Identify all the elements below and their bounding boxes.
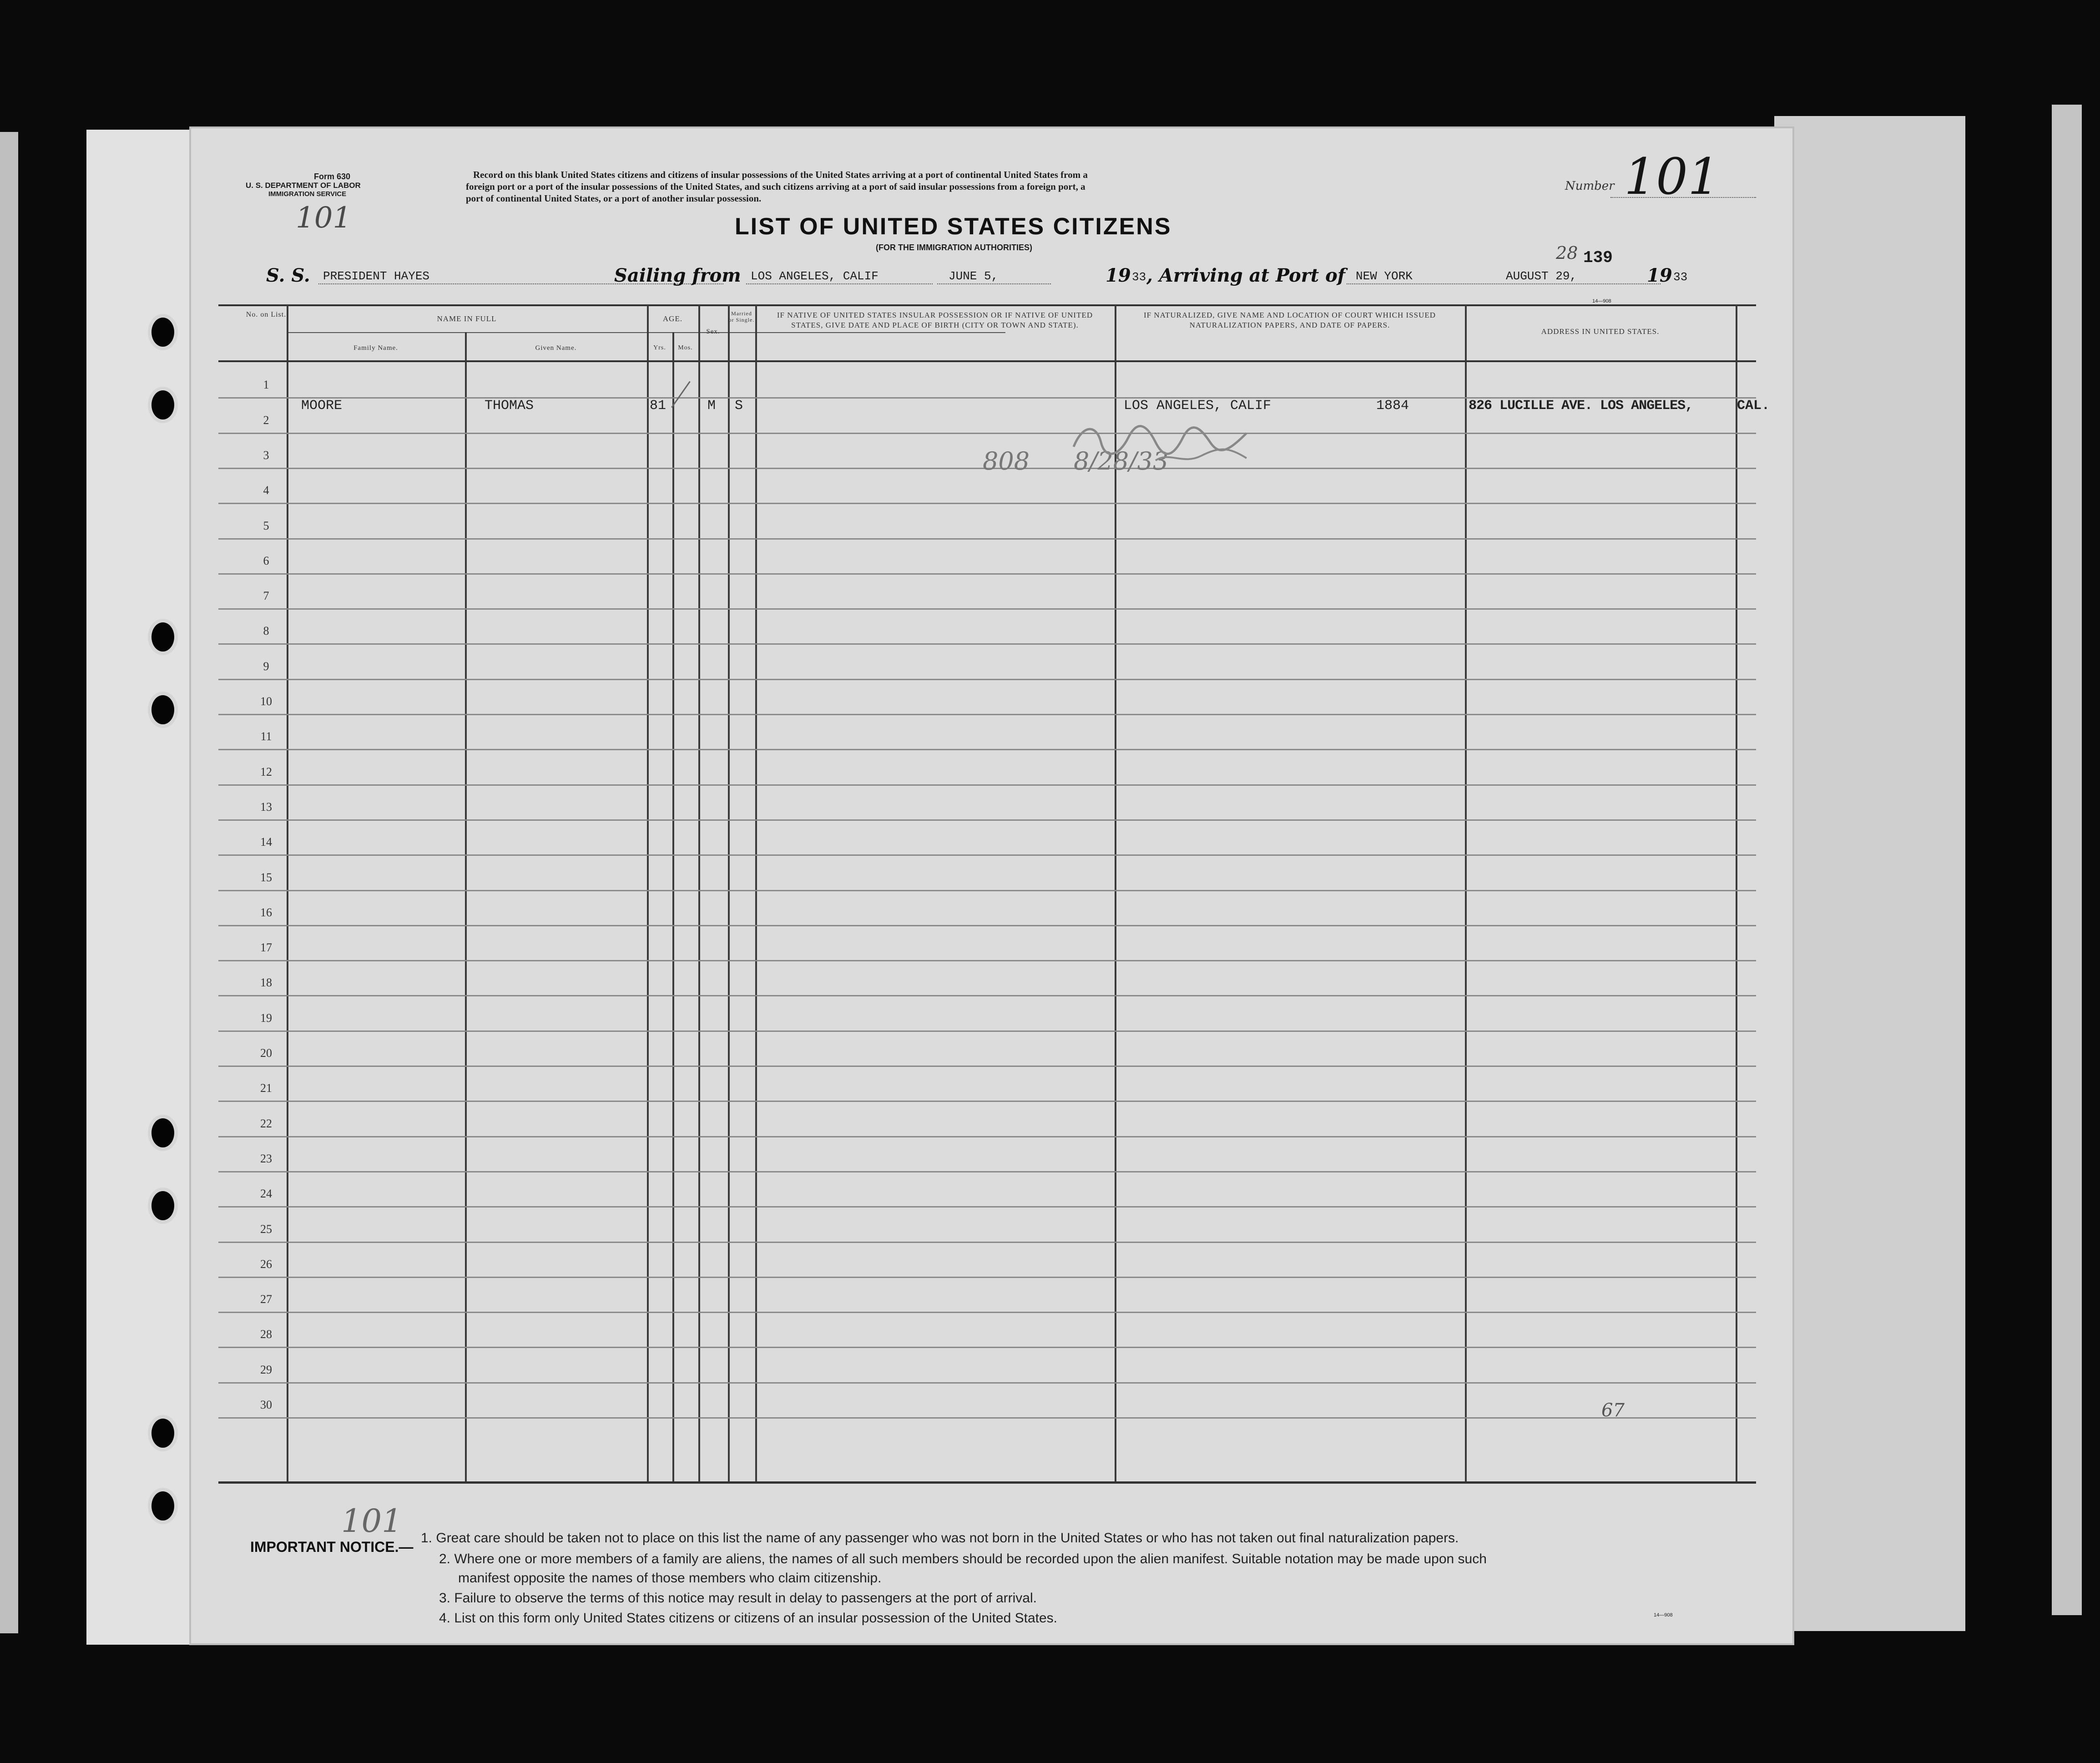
handwritten-number-top: 101 <box>296 201 352 235</box>
notice-item-1: 1. Great care should be taken not to place on this list the name of any passenger who was not born in the United States or who has not taken out final naturalization papers. <box>421 1531 1459 1546</box>
instructions-line-1: Record on this blank United States citizens and citizens of insular possessions of the United States arriving at a port of continental United States from a <box>473 169 1088 180</box>
printer-code: 14—908 <box>1592 298 1611 304</box>
handwritten-annotation-1: 808 <box>983 447 1030 475</box>
stamp-number: 139 <box>1583 248 1613 267</box>
row-rule <box>218 784 1756 786</box>
row-number: 9 <box>263 660 269 673</box>
row-rule <box>218 643 1756 645</box>
row-number: 25 <box>260 1222 272 1236</box>
arriving-label: , Arriving at Port of <box>1146 265 1346 286</box>
row-rule <box>218 749 1756 750</box>
header-address: ADDRESS IN UNITED STATES. <box>1541 327 1660 336</box>
row-rule <box>218 1242 1756 1243</box>
header-name-in-full: NAME IN FULL <box>437 314 497 323</box>
row-number: 16 <box>260 906 272 919</box>
col-rule-family <box>465 332 467 1481</box>
ship-name: PRESIDENT HAYES <box>323 269 430 283</box>
row-rule <box>218 1031 1756 1032</box>
handwritten-signature <box>1065 415 1256 470</box>
row-rule <box>218 714 1756 715</box>
under-page <box>86 130 205 1645</box>
binder-hole <box>148 619 178 655</box>
right-binder-strip <box>2052 105 2082 1615</box>
binder-hole <box>148 1115 178 1151</box>
header-native: IF NATIVE OF UNITED STATES INSULAR POSSESSION OR IF NATIVE OF UNITED STATES, GIVE DATE AND PLACE OF BIRTH (CITY OR TOWN AND STATE). <box>777 311 1093 329</box>
row-rule <box>218 503 1756 504</box>
row-1-sex: M <box>707 398 716 414</box>
left-page-edge <box>0 132 18 1633</box>
handwritten-annotation-bottom: 67 <box>1601 1400 1625 1421</box>
header-sub-rule <box>287 332 1005 333</box>
row-number: 29 <box>260 1363 272 1376</box>
ss-label: S. S. <box>266 265 310 286</box>
row-1-papers-year: 1884 <box>1376 398 1409 414</box>
row-number: 15 <box>260 871 272 884</box>
header-given-name: Given Name. <box>535 344 577 352</box>
row-rule <box>218 1206 1756 1207</box>
col-rule-native <box>1115 304 1116 1481</box>
row-number: 19 <box>260 1011 272 1025</box>
printer-code-bottom: 14—908 <box>1654 1612 1673 1618</box>
header-yrs: Yrs. <box>653 344 666 351</box>
row-number: 24 <box>260 1187 272 1200</box>
col-rule-no <box>287 304 288 1481</box>
arrival-port: NEW YORK <box>1356 269 1413 283</box>
row-rule <box>218 1277 1756 1278</box>
row-number: 6 <box>263 554 269 567</box>
arrival-year: 33 <box>1673 270 1688 284</box>
row-number: 10 <box>260 695 272 708</box>
from-port: LOS ANGELES, CALIF <box>751 269 878 283</box>
departure-underline <box>937 283 1051 284</box>
col-rule-naturalized <box>1465 304 1467 1481</box>
row-1-married: S <box>735 398 743 414</box>
header-naturalized: IF NATURALIZED, GIVE NAME AND LOCATION OF COURT WHICH ISSUED NATURALIZATION PAPERS, AND DATE OF PAPERS. <box>1143 311 1436 329</box>
binder-hole <box>148 314 178 350</box>
row-number: 4 <box>263 484 269 497</box>
row-number: 26 <box>260 1258 272 1271</box>
notice-item-2: 2. Where one or more members of a family are aliens, the names of all such members should be recorded upon the alien manifest. Suitable notation may be made upon such <box>439 1551 1487 1566</box>
form-number: Form 630 <box>314 172 351 181</box>
row-number: 5 <box>263 519 269 532</box>
row-number: 21 <box>260 1081 272 1095</box>
col-rule-address <box>1736 304 1737 1481</box>
table-top-rule <box>218 304 1756 306</box>
row-rule <box>218 1417 1756 1419</box>
binder-hole <box>148 1488 178 1524</box>
instructions-line-2: foreign port or a port of the insular possessions of the United States, and such citizens arriving at a port of said insular possessions from a foreign port, a <box>466 181 1085 192</box>
row-rule <box>218 995 1756 996</box>
departure-date: JUNE 5, <box>949 269 999 283</box>
binder-hole <box>148 1187 178 1224</box>
row-number: 23 <box>260 1152 272 1165</box>
row-number: 13 <box>260 800 272 813</box>
col-rule-married <box>755 304 757 1481</box>
row-rule <box>218 1347 1756 1348</box>
notice-label: IMPORTANT NOTICE.— <box>250 1539 414 1555</box>
row-number: 22 <box>260 1117 272 1130</box>
row-rule <box>218 925 1756 926</box>
header-sex: Sex. <box>706 328 720 335</box>
col-rule-yrs <box>672 332 674 1481</box>
form-title: LIST OF UNITED STATES CITIZENS <box>735 213 1172 240</box>
service-label: IMMIGRATION SERVICE <box>268 190 347 198</box>
departure-year: 33 <box>1132 270 1146 284</box>
row-1-address-state: CAL. <box>1737 398 1770 414</box>
arrival-underline <box>1347 283 1661 284</box>
departure-year-prefix: 19 <box>1106 265 1131 286</box>
row-rule <box>218 1312 1756 1313</box>
row-1-given-name: THOMAS <box>485 398 534 414</box>
row-number: 1 <box>263 378 269 391</box>
arrival-date: AUGUST 29, <box>1506 269 1577 283</box>
sailing-label: Sailing from <box>614 265 741 286</box>
instructions-line-3: port of continental United States, or a port of another insular possession. <box>466 193 762 204</box>
row-rule <box>218 1171 1756 1172</box>
arrival-year-prefix: 19 <box>1647 265 1672 286</box>
row-rule <box>218 433 1756 434</box>
binder-hole <box>148 1415 178 1451</box>
row-rule <box>218 573 1756 575</box>
header-mos: Mos. <box>678 344 693 351</box>
row-rule <box>218 1101 1756 1102</box>
from-underline <box>746 283 933 284</box>
row-1-family-name: MOORE <box>301 398 343 414</box>
col-rule-mos <box>698 304 700 1481</box>
row-number: 3 <box>263 449 269 462</box>
form-subtitle: (FOR THE IMMIGRATION AUTHORITIES) <box>876 243 1032 252</box>
row-rule <box>218 819 1756 821</box>
row-number: 27 <box>260 1293 272 1306</box>
number-label: Number <box>1565 179 1615 193</box>
notice-item-2-cont: manifest opposite the names of those members who claim citizenship. <box>458 1571 882 1586</box>
department-label: U. S. DEPARTMENT OF LABOR <box>246 181 361 190</box>
row-number: 12 <box>260 765 272 778</box>
col-rule-given <box>647 304 649 1481</box>
number-value: 101 <box>1624 147 1720 206</box>
notice-item-3: 3. Failure to observe the terms of this notice may result in delay to passengers at the port of arrival. <box>439 1591 1037 1606</box>
row-1-age-years: 81 <box>650 398 666 414</box>
row-rule <box>218 1066 1756 1067</box>
row-number: 20 <box>260 1046 272 1060</box>
handwritten-annotation-2: 8/28/33 <box>1074 447 1169 475</box>
right-page-stack <box>1774 116 1965 1631</box>
row-number: 28 <box>260 1328 272 1341</box>
row-rule <box>218 608 1756 610</box>
row-number: 11 <box>260 730 272 743</box>
row-number: 7 <box>263 589 269 602</box>
row-1-court: LOS ANGELES, CALIF <box>1124 398 1272 414</box>
notice-item-4: 4. List on this form only United States citizens or citizens of an insular possession of the United States. <box>439 1611 1058 1626</box>
header-age: AGE. <box>662 314 683 323</box>
col-rule-sex <box>728 304 730 1481</box>
row-1-address: 826 LUCILLE AVE. LOS ANGELES, <box>1469 398 1693 414</box>
header-no: No. on List. <box>246 311 287 318</box>
binder-hole <box>148 387 178 423</box>
header-married: Married or Single. <box>728 310 755 323</box>
row-rule <box>218 960 1756 961</box>
binder-hole <box>148 692 178 728</box>
row-rule <box>218 679 1756 680</box>
header-bottom-rule <box>218 360 1756 362</box>
row-number: 18 <box>260 976 272 989</box>
row-rule <box>218 1382 1756 1384</box>
row-number: 30 <box>260 1398 272 1411</box>
row-number: 14 <box>260 835 272 849</box>
row-rule <box>218 1136 1756 1137</box>
manifest-page <box>191 128 1792 1643</box>
row-number: 8 <box>263 624 269 637</box>
handwritten-date-mark: 28 <box>1556 243 1578 263</box>
row-number: 2 <box>263 414 269 427</box>
row-rule <box>218 890 1756 891</box>
row-rule <box>218 538 1756 540</box>
row-number: 17 <box>260 941 272 954</box>
header-family-name: Family Name. <box>353 344 398 352</box>
handwritten-notice-number: 101 <box>341 1502 402 1540</box>
table-bottom-rule <box>218 1481 1756 1484</box>
row-rule <box>218 854 1756 856</box>
